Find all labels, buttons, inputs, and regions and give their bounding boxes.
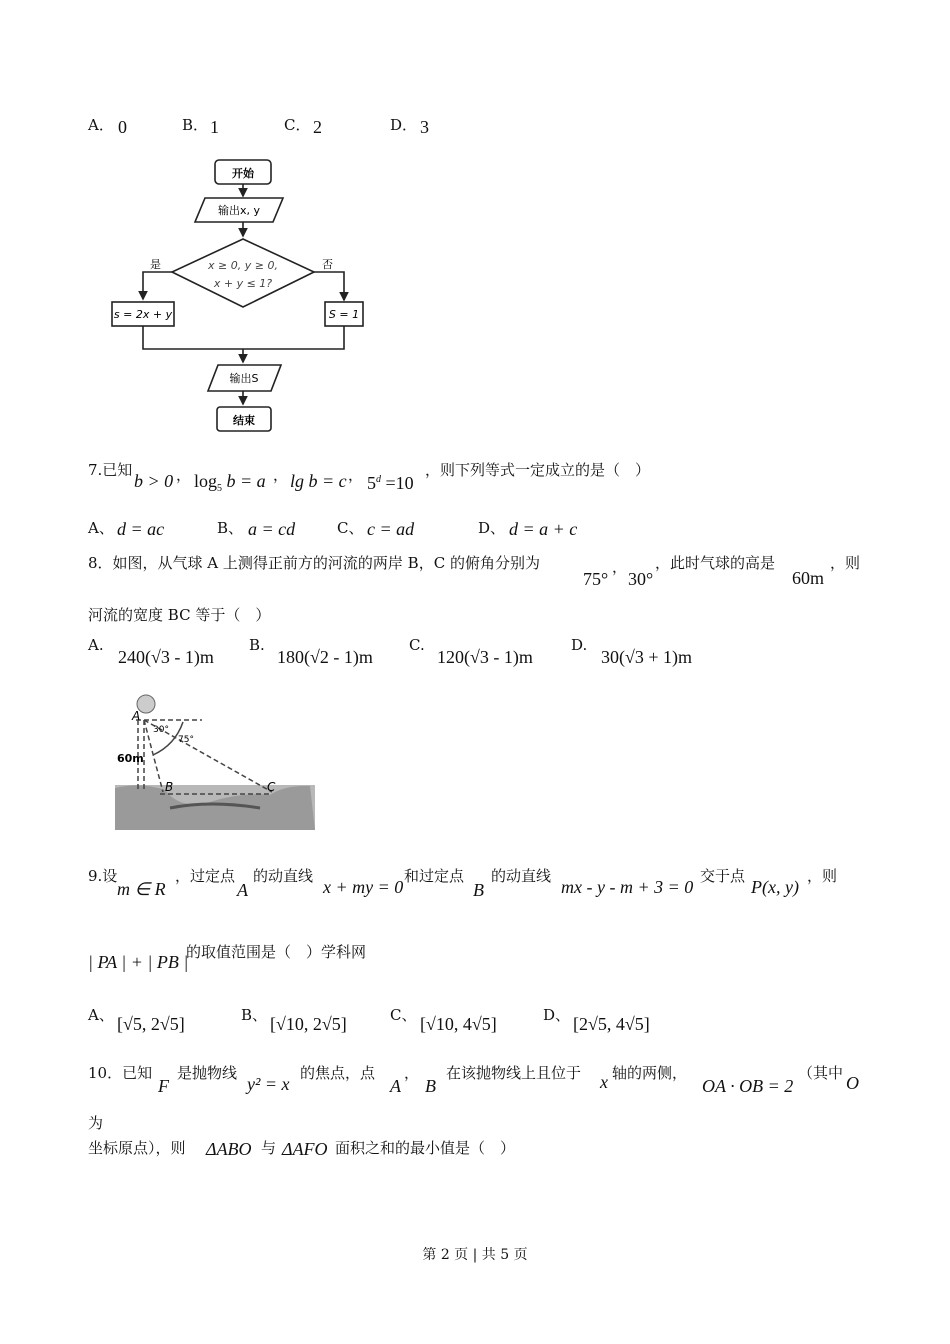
q10-triangle-abo: ΔABO bbox=[206, 1139, 252, 1159]
q6-option-b-value: 1 bbox=[210, 117, 219, 137]
figure-point-a: A bbox=[132, 709, 141, 723]
balloon-river-figure bbox=[110, 690, 320, 835]
q8-option-a-value: 240(√3 - 1)m bbox=[118, 647, 214, 667]
figure-height: 60m bbox=[117, 752, 144, 765]
q9-option-a-label: A、 bbox=[88, 1006, 114, 1024]
q10-t6: 为 bbox=[88, 1114, 104, 1132]
flow-condition-line1: x ≥ 0, y ≥ 0, bbox=[208, 259, 278, 272]
q9-point-b: B bbox=[473, 880, 484, 900]
q10-f: F bbox=[158, 1076, 169, 1096]
q9-t4: 的动直线 bbox=[491, 867, 552, 885]
q9-m: m ∈ R bbox=[117, 879, 166, 899]
q8-option-d-value: 30(√3 + 1)m bbox=[601, 647, 693, 667]
q9-option-a-value: [√5, 2√5] bbox=[117, 1014, 185, 1034]
q7-option-c-value: c = ad bbox=[367, 519, 415, 539]
q7-option-c-label: C、 bbox=[337, 519, 364, 537]
q8-height: 60m bbox=[792, 568, 825, 588]
q9-line-2: mx - y - m + 3 = 0 bbox=[561, 877, 694, 897]
q10-o: O bbox=[846, 1073, 859, 1093]
q7-cond-2: $\log_5 b = a$ bbox=[194, 471, 266, 494]
q8-option-a-label: A. bbox=[88, 636, 104, 654]
q8-option-b-value: 180(√2 - 1)m bbox=[277, 647, 373, 667]
q10-t9: 面积之和的最小值是（ ） bbox=[335, 1139, 516, 1157]
q10-t1: 是抛物线 bbox=[177, 1064, 238, 1082]
q10-t3: 在该抛物线上且位于 bbox=[446, 1064, 582, 1082]
q8-option-d-label: D. bbox=[571, 636, 588, 654]
q6-option-a-label: A． bbox=[88, 116, 114, 134]
q9-expression: | PA | + | PB | bbox=[88, 952, 189, 972]
q6-option-c-label: C． bbox=[284, 116, 311, 134]
q9-t6: ，则 bbox=[807, 867, 838, 885]
q9-option-c-label: C、 bbox=[390, 1006, 417, 1024]
flow-yes-box: s = 2x + y bbox=[113, 308, 173, 321]
q8-sep: ， bbox=[612, 558, 628, 576]
q9-t5: 交于点 bbox=[700, 867, 746, 885]
q7-sep: ， bbox=[273, 466, 289, 484]
figure-point-c: C bbox=[267, 780, 276, 794]
q8-angle-2: 30° bbox=[628, 569, 654, 589]
q7-option-b-label: B、 bbox=[217, 519, 244, 537]
flow-output: 输出S bbox=[229, 372, 259, 385]
q7-sep: ， bbox=[176, 466, 192, 484]
q9-line-1: x + my = 0 bbox=[323, 877, 404, 897]
figure-angle-30: 30° bbox=[153, 725, 169, 735]
flow-input: 输出x, y bbox=[217, 204, 261, 217]
q10-point-b: B bbox=[425, 1076, 436, 1096]
flow-condition-line2: x + y ≤ 1? bbox=[213, 277, 273, 290]
q7-cond-3: lg b = c bbox=[290, 471, 347, 491]
q6-option-c-value: 2 bbox=[313, 117, 322, 137]
flow-start: 开始 bbox=[232, 167, 254, 180]
q10-parabola: y² = x bbox=[247, 1074, 290, 1094]
q7-cond-4: $5^d =10$ bbox=[367, 473, 414, 493]
q10-point-a: A bbox=[390, 1076, 401, 1096]
page-footer: 第 2 页 | 共 5 页 bbox=[422, 1247, 528, 1263]
flowchart bbox=[0, 0, 950, 450]
q9-option-b-value: [√10, 2√5] bbox=[270, 1014, 347, 1034]
q6-option-b-label: B． bbox=[182, 116, 209, 134]
q8-option-b-label: B. bbox=[249, 636, 265, 654]
q7-option-b-value: a = cd bbox=[248, 519, 296, 539]
q6-option-d-label: D． bbox=[390, 116, 418, 134]
q7-option-d-label: D、 bbox=[478, 519, 506, 537]
flow-no-box: S = 1 bbox=[328, 308, 360, 321]
q6-option-d-value: 3 bbox=[420, 117, 429, 137]
q9-t1: ，过定点 bbox=[175, 867, 236, 885]
flow-no-label: 否 bbox=[322, 258, 333, 271]
figure-point-b: B bbox=[165, 780, 174, 794]
q10-prefix: 10．已知 bbox=[88, 1064, 153, 1082]
q9-prefix: 9.设 bbox=[88, 867, 118, 885]
q10-triangle-afo: ΔAFO bbox=[282, 1139, 328, 1159]
q8-text-3: ，则 bbox=[830, 554, 861, 572]
q7-sep: ， bbox=[348, 466, 364, 484]
q10-dot-product: OA · OB = 2 bbox=[702, 1076, 794, 1096]
q8-angle-1: 75° bbox=[583, 569, 609, 589]
q8-option-c-label: C. bbox=[409, 636, 425, 654]
q7-suffix: ，则下列等式一定成立的是（ ） bbox=[425, 461, 651, 479]
q9-t3: 和过定点 bbox=[404, 867, 465, 885]
q7-option-a-value: d = ac bbox=[117, 519, 165, 539]
figure-angle-75: 75° bbox=[178, 735, 194, 745]
q8-text-4: 河流的宽度 BC 等于（ ） bbox=[88, 606, 271, 624]
q7-option-a-label: A、 bbox=[88, 519, 114, 537]
q9-option-c-value: [√10, 4√5] bbox=[420, 1014, 497, 1034]
q6-option-a-value: 0 bbox=[118, 117, 127, 137]
q9-option-d-label: D、 bbox=[543, 1006, 571, 1024]
q8-option-c-value: 120(√3 - 1)m bbox=[437, 647, 533, 667]
q7-prefix: 7.已知 bbox=[88, 461, 133, 479]
q9-point-a: A bbox=[237, 880, 248, 900]
q9-point-p: P(x, y) bbox=[751, 877, 799, 897]
q9-option-d-value: [2√5, 4√5] bbox=[573, 1014, 650, 1034]
q10-t8: 与 bbox=[261, 1139, 277, 1157]
q9-option-b-label: B、 bbox=[241, 1006, 268, 1024]
q10-t5: （其中 bbox=[798, 1064, 844, 1082]
q10-t4: 轴的两侧， bbox=[612, 1064, 688, 1082]
q9-t7: 的取值范围是（ ）学科网 bbox=[186, 943, 367, 961]
q8-text-1: 8．如图，从气球 A 上测得正前方的河流的两岸 B，C 的俯角分别为 bbox=[88, 554, 540, 572]
q9-t2: 的动直线 bbox=[253, 867, 314, 885]
flow-end: 结束 bbox=[233, 414, 255, 427]
q10-comma: ， bbox=[404, 1064, 420, 1082]
q7-option-d-value: d = a + c bbox=[509, 519, 578, 539]
q10-t2: 的焦点，点 bbox=[300, 1064, 376, 1082]
q10-t7: 坐标原点），则 bbox=[88, 1139, 186, 1157]
q8-text-2: ，此时气球的高是 bbox=[655, 554, 776, 572]
q7-cond-1: b > 0 bbox=[134, 471, 174, 491]
flow-yes-label: 是 bbox=[150, 258, 161, 271]
q10-x: x bbox=[600, 1072, 608, 1092]
